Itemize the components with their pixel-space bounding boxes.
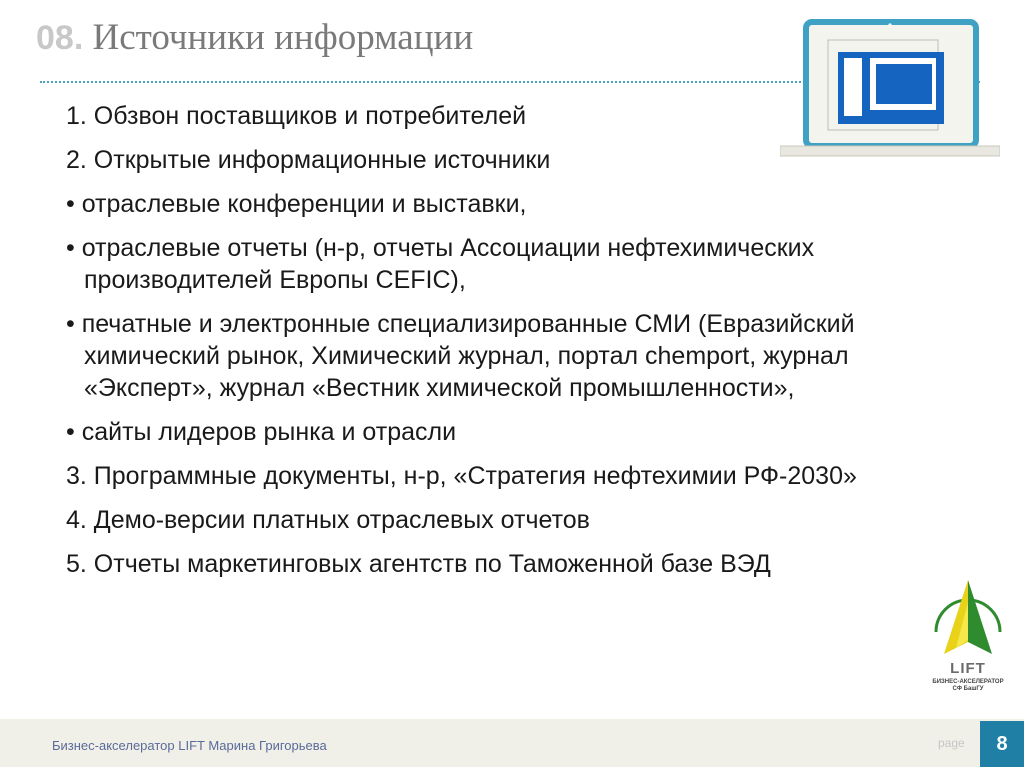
- list-item: 1. Обзвон поставщиков и потребителей: [66, 102, 527, 130]
- page-label: page: [938, 736, 965, 750]
- page-number: 8: [996, 732, 1008, 755]
- logo-subtitle-line: СФ БашГУ: [952, 686, 984, 692]
- slide-title-text: Источники информации: [92, 17, 474, 58]
- list-item: • печатные и электронные специализированные СМИ (Евразийский химический рынок, Химический журнал, портал chemport, журнал «Эксперт», журнал «Вестник химической промышленности»,: [66, 310, 855, 402]
- footer-author: Бизнес-акселератор LIFT Марина Григорьева: [52, 738, 327, 753]
- content-list: [66, 100, 946, 592]
- list-item: • отраслевые отчеты (н-р, отчеты Ассоциации нефтехимических производителей Европы CEFIC),: [66, 234, 815, 294]
- logo-subtitle: [922, 679, 1014, 693]
- list-item: 4. Демо-версии платных отраслевых отчетов: [66, 506, 590, 534]
- logo-name: LIFT: [950, 660, 986, 677]
- page-number-badge: [980, 721, 1024, 767]
- list-item: 5. Отчеты маркетинговых агентств по Таможенной базе ВЭД: [66, 550, 771, 578]
- list-item: • отраслевые конференции и выставки,: [66, 190, 527, 218]
- list-item: 2. Открытые информационные источники: [66, 146, 551, 174]
- list-item: • сайты лидеров рынка и отрасли: [66, 418, 457, 446]
- logo-subtitle-line: БИЗНЕС-АКСЕЛЕРАТОР: [932, 679, 1004, 685]
- list-item: 3. Программные документы, н-р, «Стратегия нефтехимии РФ-2030»: [66, 462, 857, 490]
- slide-number-prefix: 08.: [36, 19, 84, 57]
- slide-title: [36, 16, 473, 59]
